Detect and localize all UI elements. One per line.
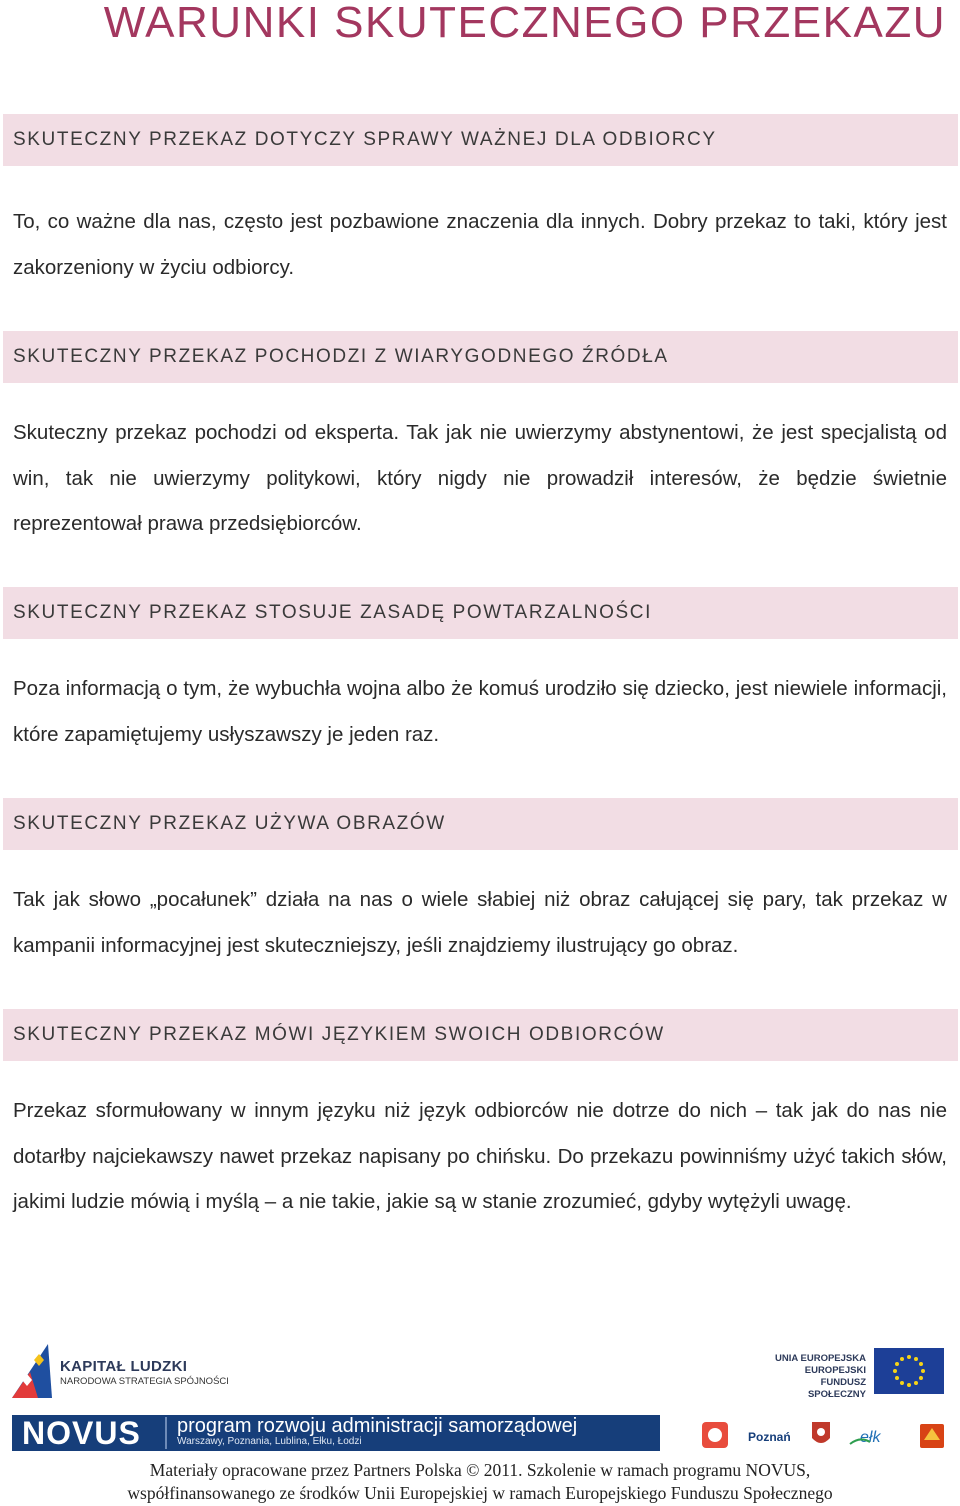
eu-flag-icon [874, 1348, 944, 1394]
lublin-logo-icon [812, 1422, 830, 1443]
section-heading: SKUTECZNY PRZEKAZ STOSUJE ZASADĘ POWTARZALNOŚCI [3, 587, 958, 639]
elk-logo-icon [850, 1429, 881, 1446]
section-text: To, co ważne dla nas, często jest pozbawione znaczenia dla innych. Dobry przekaz to taki, który jest zakorzeniony w życiu odbiorcy. [13, 210, 947, 279]
kapital-ludzki-title: KAPITAŁ LUDZKI [60, 1358, 188, 1375]
section-heading: SKUTECZNY PRZEKAZ UŻYWA OBRAZÓW [3, 798, 958, 850]
kapital-ludzki-subtitle: NARODOWA STRATEGIA SPÓJNOŚCI [60, 1376, 229, 1387]
svg-text:ełk: ełk [860, 1429, 881, 1446]
eu-text: UNIA EUROPEJSKA EUROPEJSKI FUNDUSZ SPOŁECZNY [775, 1353, 866, 1400]
novus-program-title: program rozwoju administracji samorządowej [177, 1415, 578, 1437]
section-heading: SKUTECZNY PRZEKAZ DOTYCZY SPRAWY WAŻNEJ DLA ODBIORCY [3, 114, 958, 166]
section-heading: SKUTECZNY PRZEKAZ MÓWI JĘZYKIEM SWOICH ODBIORCÓW [3, 1009, 958, 1061]
novus-logo: NOVUS [22, 1415, 141, 1451]
footer-line-1: Materiały opracowane przez Partners Polska © 2011. Szkolenie w ramach programu NOVUS, [149, 1460, 811, 1480]
page-title: WARUNKI SKUTECZNEGO PRZEKAZU [103, 0, 946, 47]
section-text: Poza informacją o tym, że wybuchła wojna albo że komuś urodziło się dziecko, jest niewiele informacji, które zapamiętujemy usłyszawszy je jeden raz. [13, 677, 947, 746]
partner-city-logos [700, 1418, 950, 1450]
section-text: Przekaz sformułowany w innym języku niż język odbiorców nie dotrze do nich – tak jak do nas nie dotarłby najciekawszy nawet przekaz napisany po chińsku. Do przekazu powinniśmy użyć takich słów, jakimi ludzie mówią i myślą – a nie takie, jakie są w stanie zrozumieć, gdyby wytężyli uwagę. [13, 1099, 947, 1213]
poznan-logo-icon [744, 1428, 802, 1444]
warszawa-logo-icon [702, 1422, 728, 1448]
section-heading: SKUTECZNY PRZEKAZ POCHODZI Z WIARYGODNEGO ŹRÓDŁA [3, 331, 958, 383]
lodz-logo-icon [920, 1424, 944, 1448]
section-text: Skuteczny przekaz pochodzi od eksperta. Tak jak nie uwierzymy abstynentowi, że jest specjalistą od win, tak nie uwierzymy politykowi, który nigdy nie prowadził interesów, że będzie świetnie reprezentował prawa przedsiębiorców. [13, 421, 947, 535]
novus-cities: Warszawy, Poznania, Lublina, Ełku, Łodzi [177, 1436, 362, 1447]
svg-text:Poznań: Poznań [748, 1430, 791, 1444]
footer-line-2: współfinansowanego ze środków Unii Europejskiej w ramach Europejskiego Funduszu Społecznego [127, 1483, 833, 1503]
section-text: Tak jak słowo „pocałunek” działa na nas o wiele słabiej niż obraz całującej się pary, tak przekaz w kampanii informacyjnej jest skuteczniejszy, jeśli znajdziemy ilustrujący go obraz. [13, 888, 947, 957]
novus-separator [165, 1417, 167, 1449]
